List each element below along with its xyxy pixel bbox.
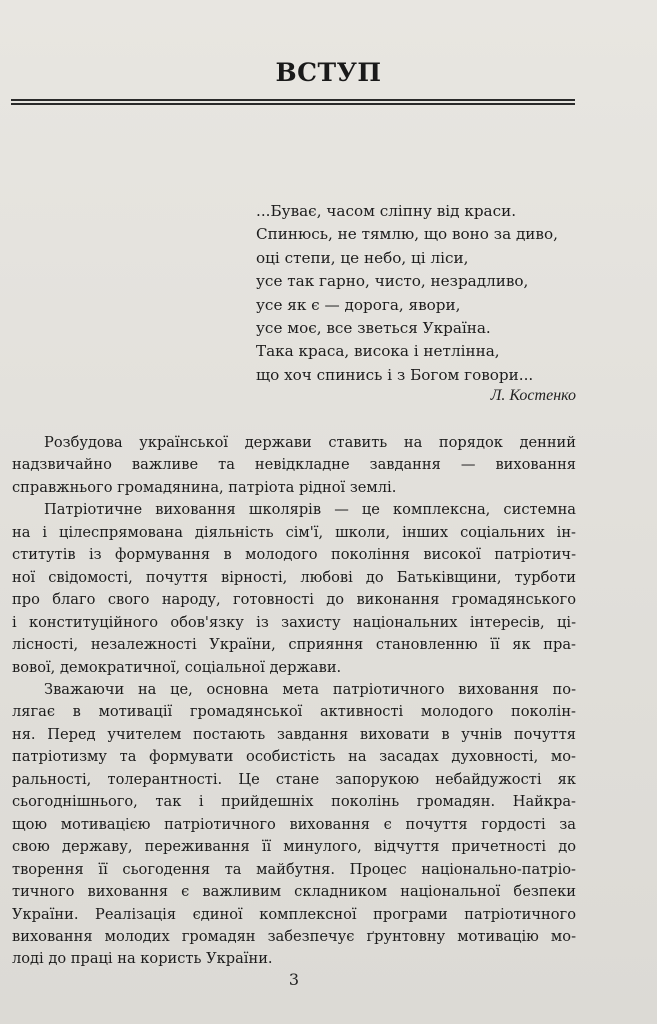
text-line: вової, демократичної, соціальної держави. [12, 658, 342, 676]
text-line: лягає в мотивації громадянської активності молодого поколін- [12, 703, 576, 721]
epigraph-line: усе моє, все зветься Україна. [256, 319, 491, 338]
text-line: про благо свого народу, готовності до виконання громадянського [12, 591, 576, 609]
epigraph-line: Спинюсь, не тямлю, що воно за диво, [256, 225, 558, 244]
page-number: 3 [288, 970, 300, 989]
epigraph-author: Л. Костенко [490, 387, 576, 404]
paragraph-3 [12, 679, 576, 971]
text-line: лісності, незалежності України, сприяння становленню її як пра- [12, 636, 576, 654]
text-line: України. Реалізація єдиної комплексної програми патріотичного [12, 905, 576, 923]
text-line: тичного виховання є важливим складником національної безпеки [12, 883, 576, 901]
epigraph-line: оці степи, це небо, ці ліси, [256, 248, 469, 267]
text-line: лоді до праці на користь України. [12, 950, 273, 968]
epigraph-line: усе так гарно, чисто, незрадливо, [256, 272, 529, 291]
text-line: виховання молодих громадян забезпечує ґрунтовну мотивацію мо- [12, 927, 576, 945]
text-line: щою мотивацією патріотичного виховання є почуття гордості за [12, 815, 576, 833]
text-line: і конституційного обов'язку із захисту національних інтересів, ці- [12, 613, 576, 631]
text-line: на і цілеспрямована діяльність сім'ї, школи, інших соціальних ін- [12, 523, 576, 541]
epigraph-line: ...Буває, часом сліпну від краси. [256, 202, 517, 220]
text-line: творення її сьогодення та майбутня. Процес національно-патріо- [12, 860, 576, 878]
text-line: Розбудова української держави ставить на порядок денний [44, 434, 576, 451]
epigraph-line: що хоч спинись і з Богом говори... [256, 365, 534, 384]
paragraph-2 [12, 499, 576, 679]
page-title: ВСТУП [275, 58, 382, 87]
text-line: Патріотичне виховання школярів — це комплексна, системна [44, 501, 576, 519]
text-line: ститутів із формування в молодого покоління високої патріотич- [12, 546, 576, 564]
text-line: ня. Перед учителем постають завдання виховати в учнів почуття [12, 725, 576, 743]
text-line: свою державу, переживання її минулого, відчуття причетності до [12, 838, 576, 856]
epigraph [256, 200, 586, 387]
text-line: сьогоднішнього, так і прийдешніх поколінь громадян. Найкра- [12, 793, 576, 811]
text-line: справжнього громадянина, патріота рідної землі. [12, 478, 397, 496]
epigraph-line: усе як є — дорога, явори, [256, 295, 461, 314]
text-line: патріотизму та формувати особистість на засадах духовності, мо- [12, 748, 576, 766]
body-text [12, 432, 576, 971]
title-double-rule [11, 99, 575, 105]
epigraph-line: Така краса, висока і нетлінна, [256, 342, 500, 361]
text-line: Зважаючи на це, основна мета патріотичного виховання по- [44, 680, 576, 698]
text-line: надзвичайно важливе та невідкладне завдання — виховання [12, 456, 576, 474]
text-line: ральності, толерантності. Це стане запорукою небайдужості як [12, 770, 576, 788]
paragraph-1 [12, 432, 576, 499]
text-line: ної свідомості, почуття вірності, любові до Батьківщини, турботи [12, 568, 576, 586]
